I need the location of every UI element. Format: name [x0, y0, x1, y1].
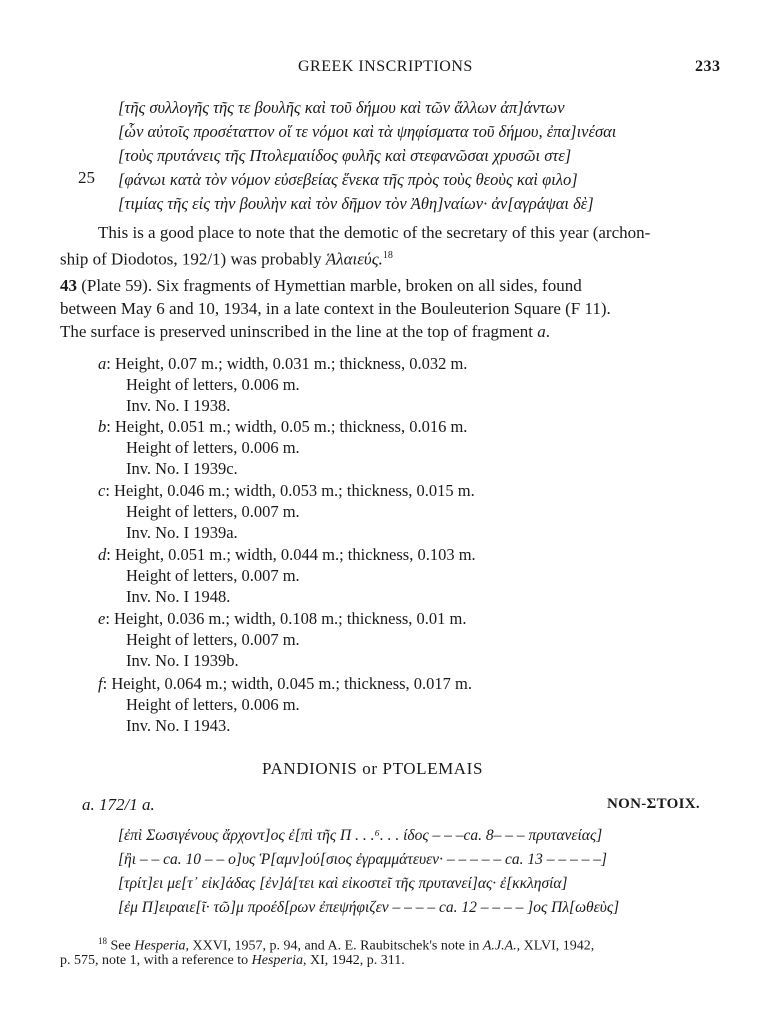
journal-title: Hesperia: [251, 953, 303, 968]
footnote-line2: [60, 951, 405, 970]
fragment-label: e: [98, 609, 106, 628]
note-text: ship of Diodotos, 192/1) was probably: [60, 249, 326, 269]
fragment-dims: Height, 0.046 m.; width, 0.053 m.; thickness, 0.015 m.: [114, 481, 475, 500]
fragment-d-letters: Height of letters, 0.007 m.: [126, 566, 300, 585]
fragment-c-dims: c: Height, 0.046 m.; width, 0.053 m.; thickness, 0.015 m.: [98, 481, 475, 500]
entry-text: .: [545, 322, 550, 341]
inscription-line: [ἐμ Π]ειραιε[ῖ· τῶ]μ προέδ[ρων ἐπεψήφιζεν – – – – ca. 12 – – – – ]ος Πλ[ωθεὺς]: [118, 899, 620, 916]
inscription-line: [τιμίας τῆς εἰς τὴν βουλὴν καὶ τὸν δῆμον τὸν Ἀθη]ναίων· ἀν[αγράψαι δὲ]: [118, 194, 594, 213]
inscription-line: [τοὺς πρυτάνεις τῆς Πτολεμαιίδος φυλῆς καὶ στεφανῶσαι χρυσῶι στε]: [118, 146, 572, 165]
footnote-ref: 18: [382, 250, 393, 261]
journal-title: Hesperia: [134, 938, 186, 954]
fragment-d-dims: d: Height, 0.051 m.; width, 0.044 m.; thickness, 0.103 m.: [98, 545, 476, 564]
fragment-label: d: [98, 545, 107, 564]
fragment-b-inv: Inv. No. I 1939c.: [126, 459, 238, 478]
fragment-c-letters: Height of letters, 0.007 m.: [126, 502, 300, 521]
section-date: a. 172/1 a.: [82, 795, 155, 814]
fragment-label: c: [98, 481, 106, 500]
entry-text: (Plate 59). Six fragments of Hymettian marble, broken on all sides, found: [77, 276, 582, 295]
inscription-line: [τρίτ]ει με[τ᾽ εἰκ]άδας [ἐν]ά[τει καὶ εἰκοστεῖ τῆς πρυτανεί]ας· ἐ[κκλησία]: [118, 875, 568, 892]
entry-text: The surface is preserved uninscribed in the line at the top of fragment: [60, 322, 538, 341]
entry-43-line2: between May 6 and 10, 1934, in a late context in the Bouleuterion Square (F 11).: [60, 299, 611, 318]
inscription-line: [τῆς συλλογῆς τῆς τε βουλῆς καὶ τοῦ δήμου καὶ τῶν ἄλλων ἀπ]άντων: [118, 98, 565, 117]
fragment-dims: Height, 0.051 m.; width, 0.05 m.; thickness, 0.016 m.: [114, 417, 468, 436]
fragment-c-inv: Inv. No. I 1939a.: [126, 523, 238, 542]
line-number: 25: [78, 168, 95, 187]
page-number: 233: [695, 58, 721, 75]
fragment-e-letters: Height of letters, 0.007 m.: [126, 630, 300, 649]
entry-number: 43: [60, 276, 77, 295]
entry-43-line1: [60, 274, 582, 297]
footnote-text: , XXVI, 1957, p. 94, and A. E. Raubitschek's note in: [185, 938, 483, 954]
fragment-ref: a: [537, 322, 546, 341]
footnote-text: p. 575, note 1, with a reference to: [60, 953, 252, 968]
fragment-f-letters: Height of letters, 0.006 m.: [126, 695, 300, 714]
fragment-e-dims: e: Height, 0.036 m.; width, 0.108 m.; thickness, 0.01 m.: [98, 609, 467, 628]
fragment-a-dims: a: Height, 0.07 m.; width, 0.031 m.; thickness, 0.032 m.: [98, 354, 468, 373]
inscription-line: [φάνωι κατὰ τὸν νόμον εὐσεβείας ἕνεκα τῆς πρὸς τοὺς θεοὺς καὶ φιλο]: [118, 170, 578, 189]
running-header-title: GREEK INSCRIPTIONS: [298, 58, 473, 75]
fragment-dims: Height, 0.064 m.; width, 0.045 m.; thickness, 0.017 m.: [111, 674, 473, 693]
fragment-f-inv: Inv. No. I 1943.: [126, 716, 231, 735]
fragment-label: a: [98, 354, 107, 373]
fragment-b-dims: b: Height, 0.051 m.; width, 0.05 m.; thickness, 0.016 m.: [98, 417, 468, 436]
note-paragraph-line1: This is a good place to note that the demotic of the secretary of this year (archon-: [98, 223, 651, 242]
fragment-label: f: [98, 674, 103, 693]
fragment-b-letters: Height of letters, 0.006 m.: [126, 438, 300, 457]
fragment-dims: Height, 0.051 m.; width, 0.044 m.; thickness, 0.103 m.: [114, 545, 476, 564]
footnote-text: See: [107, 938, 135, 954]
fragment-a-inv: Inv. No. I 1938.: [126, 396, 231, 415]
inscription-line: [ὧν αὐτοῖς προσέταττον οἵ τε νόμοι καὶ τὰ ψηφίσματα τοῦ δήμου, ἐπα]ινέσαι: [118, 122, 617, 141]
inscription-line: [ἢι – – ca. 10 – – ο]υς Ῥ[αμν]ού[σιος ἐγραμμάτευεν· – – – – – ca. 13 – – – – –]: [118, 851, 607, 868]
inscription-line: [ἐπὶ Σωσιγένους ἄρχοντ]ος ἐ[πὶ τῆς Π . . .⁶. . . ίδος – – –ca. 8– – – πρυτανείας]: [118, 827, 603, 844]
footnote-text: , XI, 1942, p. 311.: [302, 953, 405, 968]
journal-title: A.J.A.: [482, 938, 517, 954]
fragment-label: b: [98, 417, 107, 436]
footnote-number: 18: [98, 936, 107, 946]
note-paragraph-line2: [60, 244, 393, 271]
demotic-greek: Ἁλαιεύς.: [325, 249, 383, 269]
entry-43-line3: [60, 320, 550, 343]
fragment-dims: Height, 0.07 m.; width, 0.031 m.; thickness, 0.032 m.: [114, 354, 468, 373]
fragment-d-inv: Inv. No. I 1948.: [126, 587, 231, 606]
footnote-text: , XLVI, 1942,: [516, 938, 595, 954]
section-heading: PANDIONIS or PTOLEMAIS: [262, 759, 484, 778]
fragment-f-dims: f: Height, 0.064 m.; width, 0.045 m.; thickness, 0.017 m.: [98, 674, 473, 693]
non-stoich-label: NON-ΣΤΟΙΧ.: [607, 796, 700, 812]
fragment-dims: Height, 0.036 m.; width, 0.108 m.; thickness, 0.01 m.: [114, 609, 467, 628]
fragment-a-letters: Height of letters, 0.006 m.: [126, 375, 300, 394]
fragment-e-inv: Inv. No. I 1939b.: [126, 651, 239, 670]
